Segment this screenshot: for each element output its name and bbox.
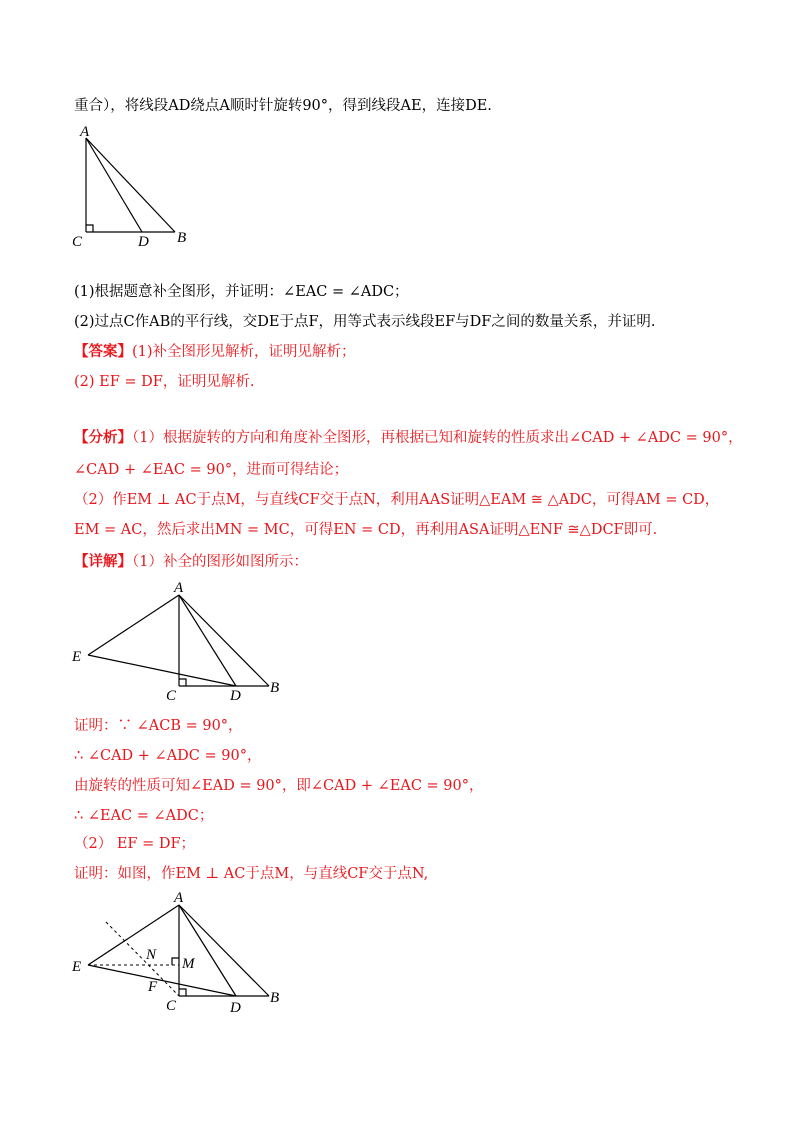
fig3-label-m: M [182,956,195,972]
fig3-label-c: C [166,998,177,1014]
fig3-label-a: A [174,890,184,906]
fig3-label-f: F [148,979,158,995]
detail-proof-5: （2） EF = DF； [74,836,196,852]
fig1-label-a: A [80,124,90,140]
detail-proof-4: ∴ ∠EAC = ∠ADC； [74,808,214,824]
question-1: (1)根据题意补全图形，并证明：∠EAC = ∠ADC； [74,284,409,300]
fig2-label-c: C [166,688,177,704]
detail-intro-text: （1）补全的图形如图所示： [132,554,308,570]
figure-1-triangle [70,122,210,252]
analysis-line-3: （2）作EM ⊥ AC于点M，与直线CF交于点N，利用AAS证明△EAM ≅ △ADC，可得AM = CD， [74,492,720,508]
fig2-label-b: B [270,680,280,696]
answer-line-2: (2) EF = DF，证明见解析. [74,374,255,390]
detail-proof-1: 证明：∵ ∠ACB = 90°， [74,718,243,734]
detail-proof-2: ∴ ∠CAD + ∠ADC = 90°， [74,748,262,764]
fig3-label-b: B [270,990,280,1006]
answer-1-text: (1)补全图形见解析，证明见解析； [132,344,356,360]
answer-tag: 【答案】 [74,343,132,360]
detail-proof-3: 由旋转的性质可知∠EAD = 90°，即∠CAD + ∠EAC = 90°， [74,778,484,794]
fig3-label-e: E [72,959,82,975]
fig3-label-n: N [146,947,157,963]
fig2-label-d: D [230,688,241,704]
analysis-1-text: （1）根据旋转的方向和角度补全图形，再根据已知和旋转的性质求出∠CAD + ∠ADC = 90°， [132,430,743,446]
detail-tag: 【详解】 [74,553,132,570]
fig1-label-b: B [177,230,187,246]
analysis-line-1 [74,428,743,448]
fig2-label-a: A [174,580,184,596]
analysis-line-4: EM = AC，然后求出MN = MC，可得EN = CD，再利用ASA证明△ENF ≅△DCF即可. [74,522,658,538]
fig1-label-c: C [72,234,83,250]
fig3-label-d: D [230,1000,241,1016]
analysis-line-2: ∠CAD + ∠EAC = 90°，进而可得结论； [74,462,349,478]
answer-line-1 [74,342,356,362]
fig1-label-d: D [138,234,149,250]
figure-2-completed [70,578,290,708]
problem-intro: 重合），将线段AD绕点A顺时针旋转90°，得到线段AE，连接DE. [74,98,492,114]
question-2: (2)过点C作AB的平行线，交DE于点F，用等式表示线段EF与DF之间的数量关系，并证明. [74,314,656,330]
detail-line-1 [74,552,308,572]
analysis-tag: 【分析】 [74,429,132,446]
fig2-label-e: E [72,649,82,665]
detail-proof-6: 证明：如图，作EM ⊥ AC于点M，与直线CF交于点N, [74,866,429,882]
figure-3-auxiliary [70,888,290,1018]
